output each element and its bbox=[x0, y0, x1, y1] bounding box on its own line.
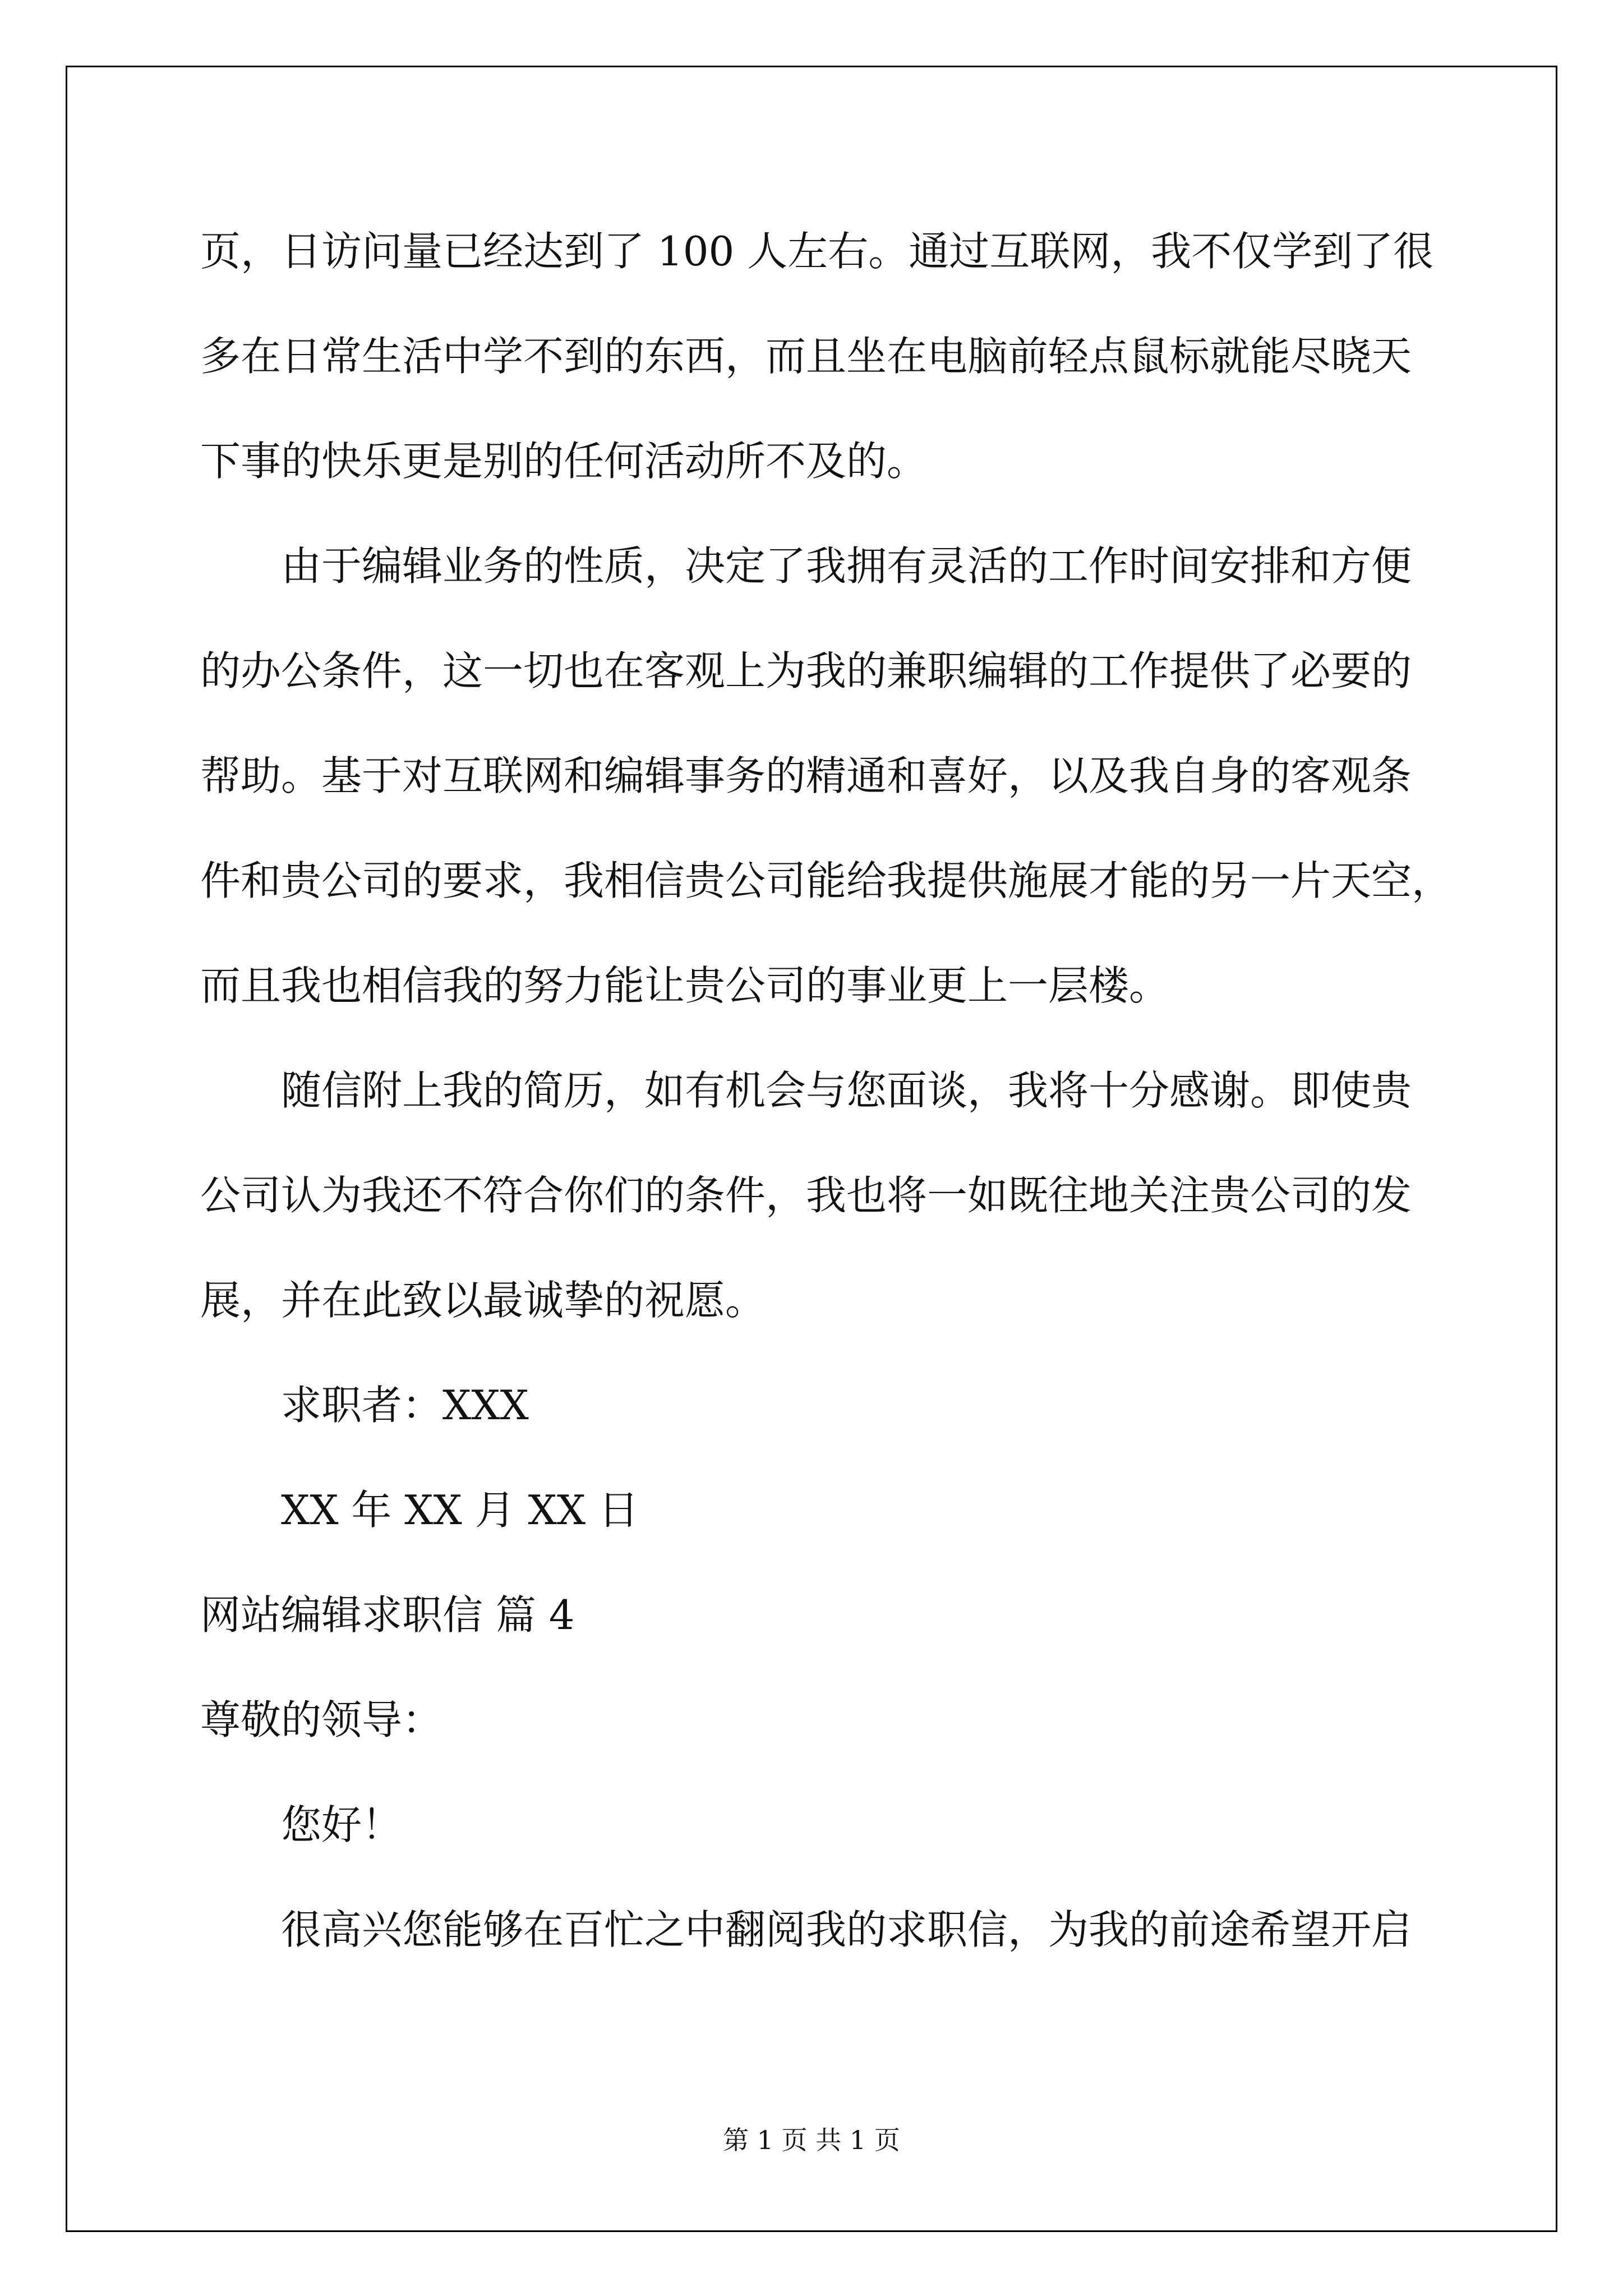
signature-date: XX 年 XX 月 XX 日 bbox=[281, 1487, 639, 1534]
signature-name: 求职者：XXX bbox=[281, 1382, 529, 1429]
paragraph-start-line: 很高兴您能够在百忙之中翻阅我的求职信，为我的前途希望开启 bbox=[281, 1906, 1412, 1953]
text-line: 下事的快乐更是别的任何活动所不及的。 bbox=[200, 438, 928, 485]
text-line: 的办公条件，这一切也在客观上为我的兼职编辑的工作提供了必要的 bbox=[200, 647, 1412, 694]
page-footer: 第 1 页 共 1 页 bbox=[723, 2125, 900, 2155]
paragraph-start-line: 随信附上我的简历，如有机会与您面谈，我将十分感谢。即使贵 bbox=[281, 1067, 1412, 1114]
text-line: 而且我也相信我的努力能让贵公司的事业更上一层楼。 bbox=[200, 962, 1170, 1009]
paragraph-start-line: 由于编辑业务的性质，决定了我拥有灵活的工作时间安排和方便 bbox=[281, 542, 1412, 590]
greeting: 您好！ bbox=[281, 1801, 403, 1848]
text-line: 公司认为我还不符合你们的条件，我也将一如既往地关注贵公司的发 bbox=[200, 1172, 1412, 1219]
text-line: 多在日常生活中学不到的东西，而且坐在电脑前轻点鼠标就能尽晓天 bbox=[200, 333, 1412, 380]
salutation: 尊敬的领导： bbox=[200, 1696, 443, 1743]
section-heading: 网站编辑求职信 篇 4 bbox=[200, 1591, 575, 1639]
text-line: 展，并在此致以最诚挚的祝愿。 bbox=[200, 1277, 766, 1324]
text-line: 页，日访问量已经达到了 100 人左右。通过互联网，我不仅学到了很 bbox=[200, 228, 1434, 275]
text-line: 帮助。基于对互联网和编辑事务的精通和喜好，以及我自身的客观条 bbox=[200, 752, 1412, 799]
text-line: 件和贵公司的要求，我相信贵公司能给我提供施展才能的另一片天空， bbox=[200, 857, 1453, 904]
